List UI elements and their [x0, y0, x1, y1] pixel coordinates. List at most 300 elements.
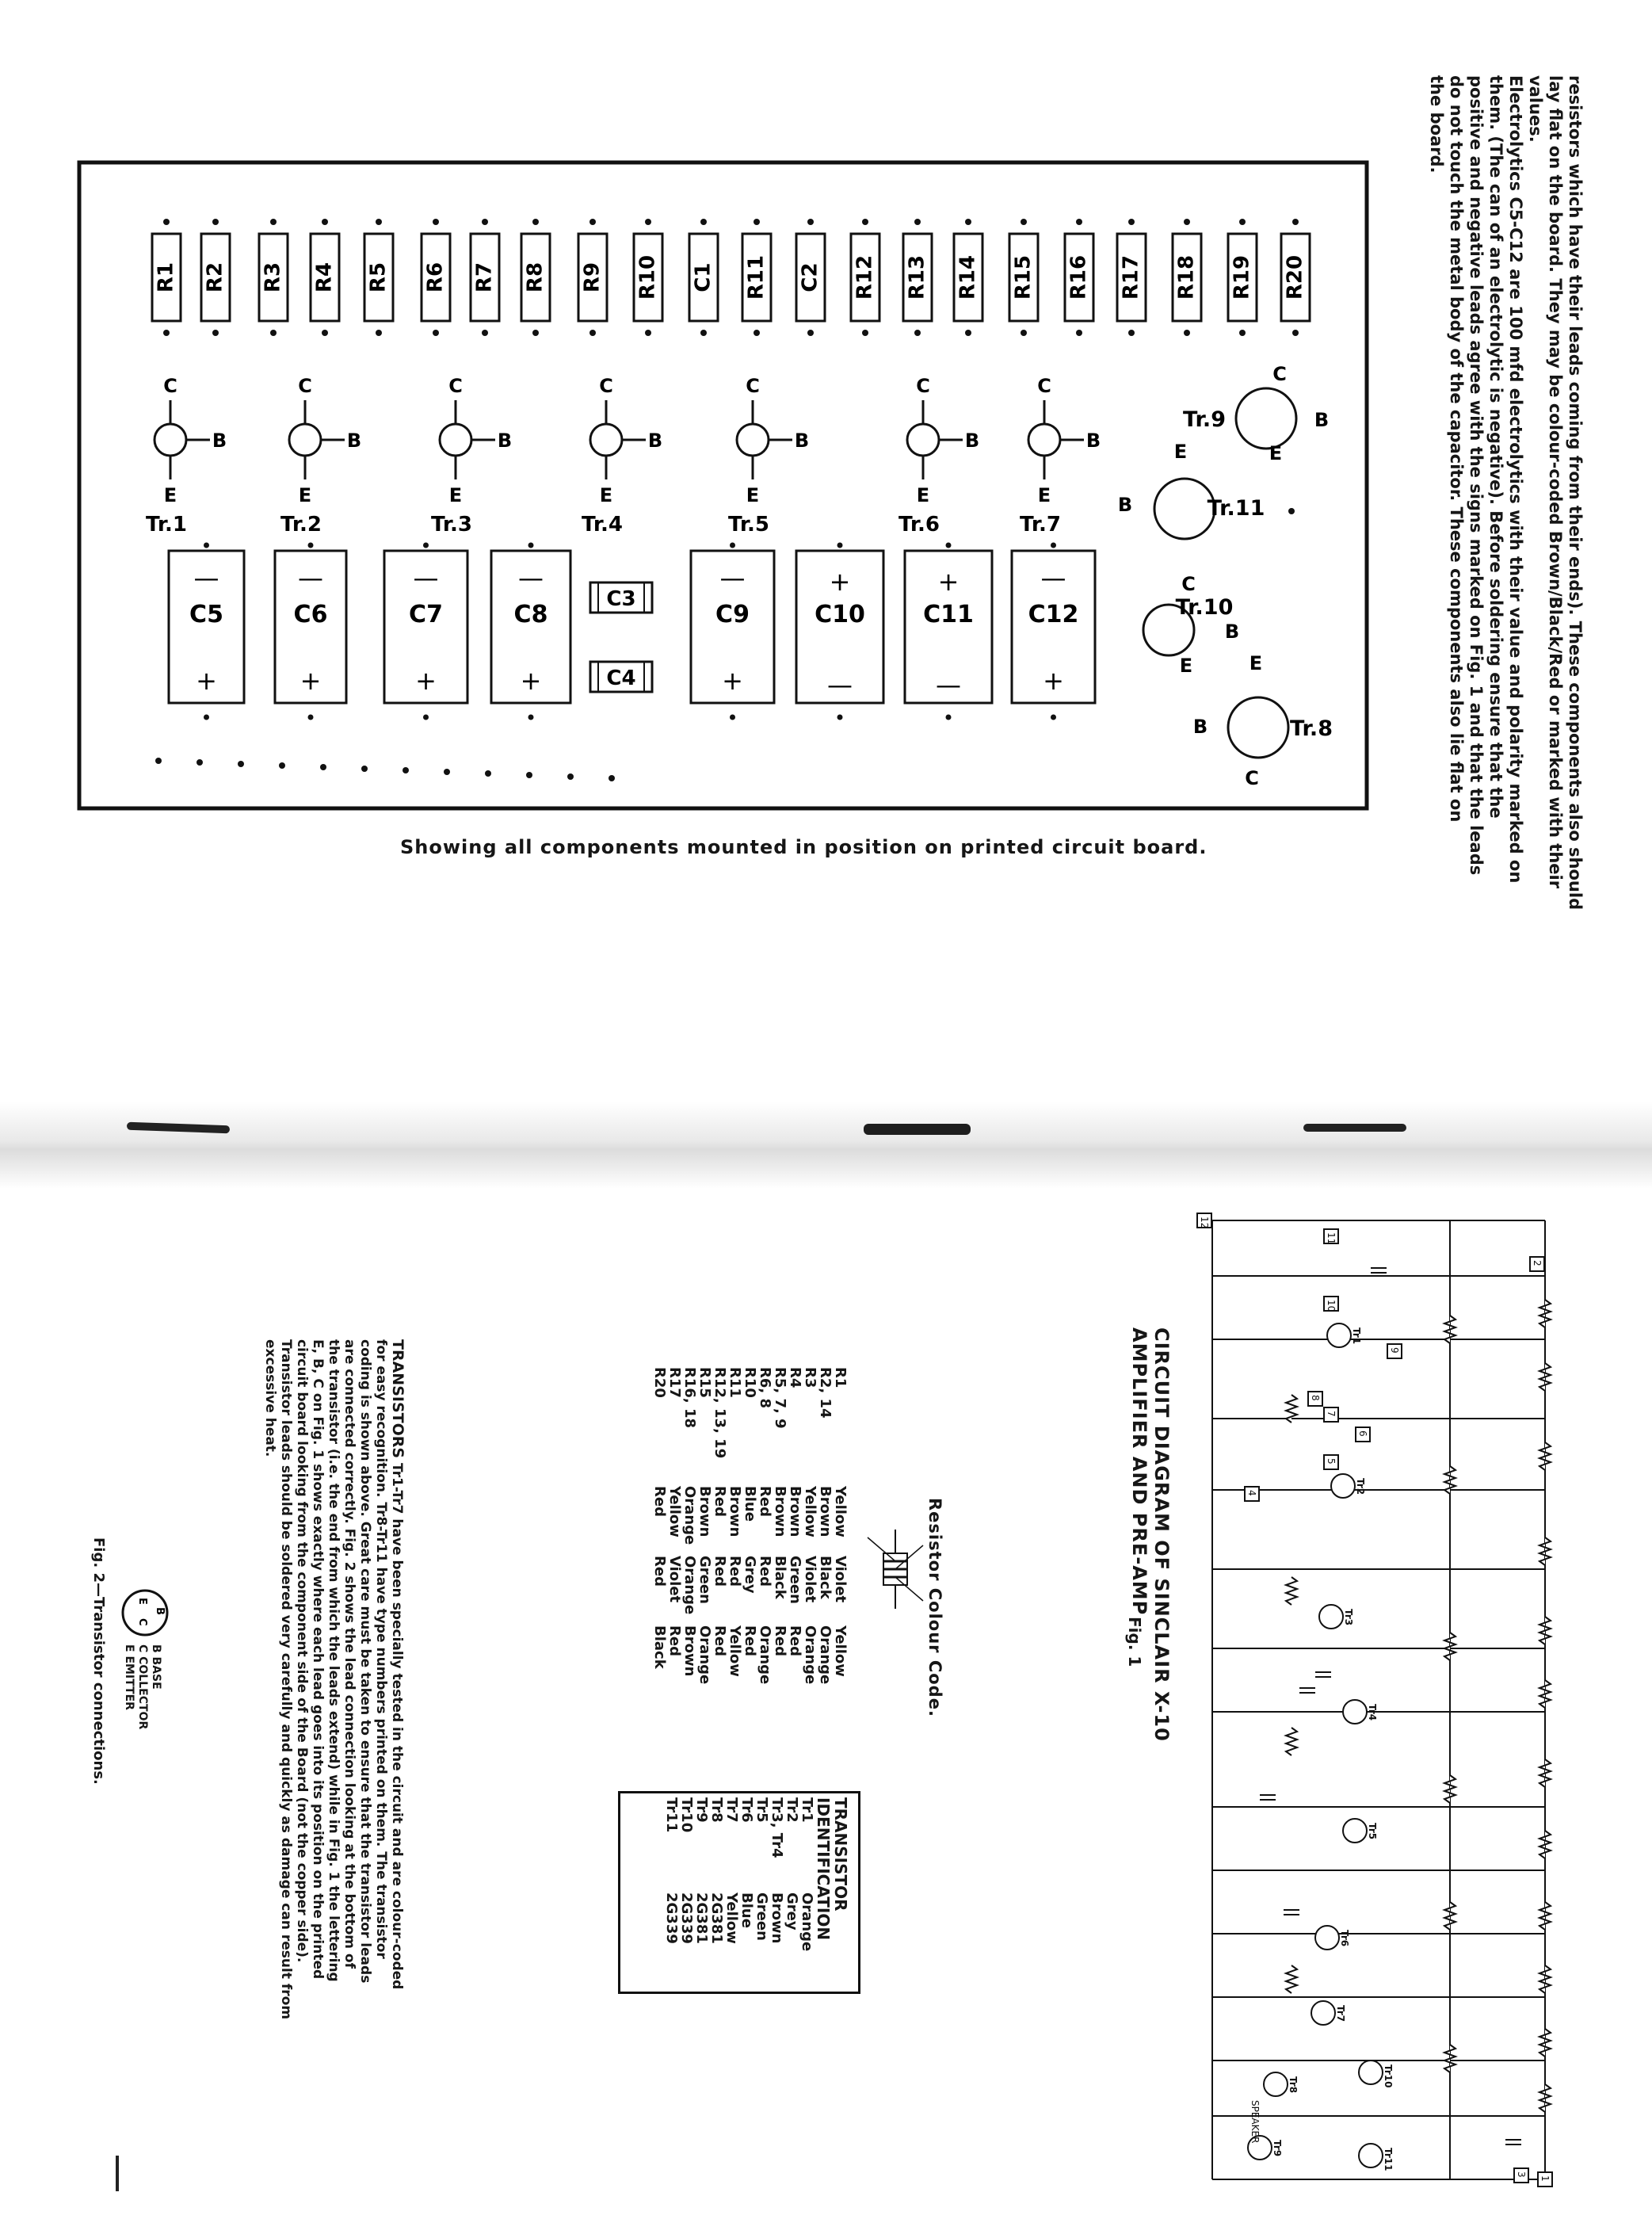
resistor-symbol [860, 1530, 931, 1609]
fig2-legend [122, 1644, 162, 1729]
colour-code-ref: R3 [802, 1367, 818, 1388]
svg-text:11: 11 [1326, 1232, 1337, 1245]
svg-text:—: — [1040, 563, 1066, 593]
colour-code-band: Grey [742, 1556, 758, 1594]
resistor-r19 [1228, 219, 1257, 336]
svg-text:R17: R17 [1119, 254, 1143, 300]
svg-text:B: B [1224, 621, 1240, 643]
colour-code-band: Brown [696, 1486, 713, 1537]
colour-code-band: Red [757, 1486, 773, 1517]
capacitor-c10 [796, 543, 883, 720]
top-text-line: lay flat on the board. They may be colour-coded Brown/Black/Red or marked with their [1546, 75, 1565, 889]
svg-text:Tr5: Tr5 [1367, 1823, 1378, 1840]
svg-text:E: E [163, 484, 177, 506]
resistor-r17 [1117, 219, 1146, 336]
top-text-line: values. [1526, 75, 1545, 143]
electrolytics-heading: Electrolytics C5-C12 [1506, 75, 1525, 263]
transistor-id-ref: Tr2 [784, 1797, 800, 1823]
svg-text:—: — [298, 563, 323, 593]
colour-code-band: Orange [802, 1625, 818, 1685]
transistor-id-row [709, 1797, 724, 1951]
svg-text:C7: C7 [409, 601, 443, 628]
colour-code-ref: R4 [787, 1367, 803, 1388]
svg-text:Tr.5: Tr.5 [728, 513, 769, 537]
colour-code-band: Orange [757, 1625, 773, 1685]
svg-text:Tr.2: Tr.2 [280, 513, 322, 537]
pad-dot [279, 762, 285, 769]
svg-text:E: E [298, 484, 312, 506]
svg-text:10: 10 [1326, 1300, 1337, 1312]
transistor-id-ref: Tr5 [754, 1797, 770, 1823]
pad-dot [567, 773, 574, 780]
capacitor-c7 [384, 543, 467, 720]
svg-text:+: + [196, 666, 217, 696]
colour-code-band: Red [651, 1556, 668, 1587]
svg-text:R3: R3 [261, 262, 285, 293]
svg-text:4: 4 [1246, 1490, 1257, 1496]
pad-dot [444, 769, 450, 775]
pad-dot [196, 759, 203, 766]
svg-text:—: — [413, 563, 439, 593]
svg-text:Tr.6: Tr.6 [898, 513, 940, 537]
transistors-text-line: for easy recognition. Tr8-Tr11 have type numbers printed on them. The transistor [373, 1339, 389, 1959]
svg-text:C: C [1181, 573, 1196, 595]
right-transistors [1118, 363, 1333, 789]
svg-text:C: C [298, 375, 312, 397]
fig2-legend-line: E EMITTER [123, 1644, 135, 1710]
colour-code-ref: R15 [696, 1367, 713, 1398]
svg-text:Tr.3: Tr.3 [431, 513, 472, 537]
transistor-id-ref: Tr1 [799, 1797, 815, 1823]
colour-code-band: Black [817, 1556, 834, 1599]
resistor-c1 [689, 219, 718, 336]
svg-text:+: + [829, 567, 851, 597]
svg-text:B: B [1192, 716, 1208, 738]
transistor-tr4 [582, 375, 662, 537]
transistor-id-title: TRANSISTOR [831, 1797, 850, 1912]
transistor-id-code: Grey [784, 1892, 800, 1931]
svg-text:—: — [518, 563, 544, 593]
svg-text:R13: R13 [905, 254, 929, 300]
pad-dot [526, 772, 532, 778]
transistors-text-line: circuit board looking from the component side of the Board (not the copper side). [294, 1339, 310, 1963]
svg-text:R2: R2 [203, 262, 227, 293]
colour-code-band: Orange [696, 1625, 713, 1685]
transistor-id-row [769, 1797, 784, 1951]
colour-code-band: Red [787, 1625, 803, 1656]
transistor-id-ref: Tr11 [663, 1797, 680, 1833]
transistor-id-row [679, 1797, 694, 1951]
resistor-r16 [1065, 219, 1093, 336]
svg-text:Tr6: Tr6 [1339, 1930, 1350, 1947]
colour-code-ref: R5, 7, 9 [772, 1367, 788, 1429]
colour-code-row [712, 1367, 727, 1695]
svg-text:1: 1 [1539, 2175, 1551, 2182]
svg-text:R12: R12 [853, 254, 877, 300]
transistor-tr9 [1183, 363, 1329, 464]
resistor-r9 [578, 219, 607, 336]
pad-dot [238, 761, 244, 767]
colour-code-band: Brown [772, 1486, 788, 1537]
colour-code-band: Orange [681, 1556, 698, 1615]
svg-text:Tr7: Tr7 [1335, 2005, 1346, 2022]
svg-text:B: B [647, 430, 663, 452]
svg-text:+: + [299, 666, 322, 696]
transistor-id-code: 2G381 [693, 1892, 710, 1944]
capacitor-c12 [1012, 543, 1095, 720]
colour-code-row [742, 1367, 757, 1695]
svg-text:C1: C1 [691, 262, 715, 292]
fig2-legend-line: C COLLECTOR [136, 1644, 149, 1730]
colour-code-band: Red [712, 1556, 728, 1587]
colour-code-band: Orange [681, 1486, 698, 1545]
svg-text:+: + [1043, 666, 1064, 696]
colour-code-band: Red [666, 1625, 683, 1656]
colour-code-band: Black [651, 1625, 668, 1669]
svg-text:8: 8 [1310, 1395, 1321, 1401]
svg-text:R11: R11 [744, 254, 769, 300]
colour-code-row [803, 1367, 818, 1695]
transistor-id-code: Orange [799, 1892, 815, 1952]
colour-code-band: Yellow [802, 1486, 818, 1537]
svg-text:Tr11: Tr11 [1383, 2148, 1394, 2171]
colour-code-row [652, 1367, 667, 1695]
colour-code-band: Brown [681, 1625, 698, 1677]
colour-code-row [727, 1367, 742, 1695]
top-text-line: positive and negative leads agree with the signs marked on Fig. 1 and that the leads [1467, 75, 1486, 876]
svg-text:E: E [1269, 442, 1283, 464]
svg-text:C: C [916, 375, 930, 397]
transistor-id-code: Blue [738, 1892, 755, 1928]
colour-code-band: Brown [727, 1486, 743, 1537]
colour-code-ref: R11 [727, 1367, 743, 1398]
colour-code-band: Black [772, 1556, 788, 1599]
transistor-id-code: Green [754, 1892, 770, 1941]
colour-code-row [818, 1367, 833, 1695]
svg-text:2: 2 [1532, 1260, 1543, 1266]
resistor-r4 [311, 219, 339, 336]
transistor-id-code: 2G339 [678, 1892, 695, 1944]
transistors-text-span: Tr1-Tr7 have been specially tested in the circuit and are colour-coded [389, 1458, 405, 1990]
fig2-transistor-pinout [117, 1585, 173, 1640]
resistor-r10 [634, 219, 662, 336]
transistor-tr2 [280, 375, 361, 537]
staple-mark [864, 1124, 971, 1135]
svg-text:Tr10: Tr10 [1383, 2064, 1394, 2088]
svg-text:E: E [1249, 652, 1263, 674]
svg-text:R14: R14 [956, 254, 980, 300]
transistors-text-line: the transistor (i.e. the end from which the leads extend) while in Fig. 1 the lettering [326, 1339, 341, 1982]
svg-text:C10: C10 [815, 601, 865, 628]
svg-text:6: 6 [1357, 1430, 1368, 1437]
svg-text:B: B [1117, 494, 1133, 516]
colour-code-row [697, 1367, 712, 1695]
fig1-label: Fig. 1 [1125, 1617, 1144, 1667]
pad-dot [403, 767, 409, 773]
svg-text:Tr.4: Tr.4 [582, 513, 623, 537]
transistor-tr8 [1193, 652, 1333, 789]
capacitor-c5 [169, 543, 244, 720]
colour-code-band: Blue [742, 1486, 758, 1522]
transistor-id-code: Brown [769, 1892, 785, 1944]
transistor-tr7 [1020, 375, 1101, 537]
svg-text:B: B [1085, 430, 1101, 452]
colour-code-band: Violet [666, 1556, 683, 1603]
svg-text:E: E [916, 484, 930, 506]
svg-text:5: 5 [1326, 1458, 1337, 1465]
svg-text:R8: R8 [523, 262, 547, 293]
svg-text:—: — [936, 670, 961, 700]
svg-text:Tr.11: Tr.11 [1207, 496, 1265, 521]
transistors-paragraph [262, 1339, 406, 2019]
top-text-line: them. (The can of an electrolytic is negative). Before soldering ensure that the [1486, 75, 1505, 819]
transistor-tr3 [431, 375, 512, 537]
colour-code-ref: R17 [666, 1367, 683, 1398]
colour-code-band: Orange [817, 1625, 834, 1685]
capacitor-c11 [905, 543, 992, 720]
svg-text:R1: R1 [154, 262, 178, 293]
circuit-diagram [1173, 1205, 1585, 2187]
transistor-id-ref: Tr9 [693, 1797, 710, 1823]
resistor-r7 [471, 219, 499, 336]
svg-text:C: C [448, 375, 463, 397]
svg-text:E: E [1179, 655, 1193, 677]
transistor-tr6 [898, 375, 979, 537]
svg-text:7: 7 [1326, 1411, 1337, 1417]
colour-code-ref: R2, 14 [817, 1367, 834, 1419]
circuit-title: CIRCUIT DIAGRAM OF SINCLAIR X-10 AMPLIFIER AND PRE-AMP [1128, 1327, 1173, 1742]
top-text-span: are 100 mfd electrolytics with their value and polarity marked on [1506, 262, 1525, 884]
transistor-id-table [664, 1797, 849, 1951]
top-text-line: do not touch the metal body of the capacitor. These components also lie flat on [1447, 75, 1466, 823]
colour-code-band: Red [712, 1486, 728, 1517]
svg-text:C4: C4 [606, 666, 636, 690]
svg-text:R20: R20 [1283, 254, 1307, 300]
resistor-r14 [954, 219, 982, 336]
resistor-r6 [422, 219, 450, 336]
colour-code-row [833, 1367, 848, 1695]
colour-code-row [757, 1367, 773, 1695]
svg-text:Tr.7: Tr.7 [1020, 513, 1061, 537]
resistor-r3 [259, 219, 288, 336]
bottom-pad-row [155, 758, 615, 781]
svg-text:Tr8: Tr8 [1288, 2076, 1299, 2094]
svg-text:E: E [599, 484, 613, 506]
svg-text:B: B [964, 430, 980, 452]
pad-dot [485, 770, 491, 777]
colour-code-band: Brown [787, 1486, 803, 1537]
circuit-schematic [1197, 1213, 1552, 2187]
transistor-id-row [694, 1797, 709, 1951]
colour-code-band: Yellow [727, 1625, 743, 1677]
transistor-id-title: IDENTIFICATION [814, 1797, 833, 1941]
svg-text:B: B [1314, 409, 1330, 431]
resistor-r5 [364, 219, 393, 336]
margin-mark [116, 2156, 119, 2191]
svg-text:C12: C12 [1028, 601, 1079, 628]
svg-text:—: — [193, 563, 219, 593]
transistor-id-code: Yellow [723, 1892, 740, 1944]
svg-text:+: + [722, 666, 743, 696]
svg-text:—: — [827, 670, 853, 700]
transistors-text-line: coding is shown above. Great care must be taken to ensure that the transistor leads [357, 1339, 373, 1984]
transistor-tr1 [146, 375, 227, 537]
colour-code-ref: R1 [832, 1367, 849, 1388]
colour-code-table [652, 1367, 848, 1695]
svg-text:R18: R18 [1174, 254, 1199, 300]
resistor-r18 [1173, 219, 1201, 336]
svg-text:SPEAKER: SPEAKER [1249, 2100, 1261, 2144]
svg-text:C: C [1245, 767, 1259, 789]
colour-code-band: Red [742, 1625, 758, 1656]
svg-text:+: + [415, 666, 437, 696]
transistor-id-row [739, 1797, 754, 1951]
svg-text:C: C [163, 375, 177, 397]
colour-code-ref: R20 [651, 1367, 668, 1398]
svg-text:Tr1: Tr1 [1351, 1327, 1362, 1345]
svg-text:9: 9 [1389, 1347, 1400, 1354]
transistor-id-ref: Tr7 [723, 1797, 740, 1823]
svg-text:Tr.9: Tr.9 [1183, 407, 1226, 432]
colour-code-title: Resistor Colour Code. [925, 1498, 944, 1717]
resistor-c2 [796, 219, 825, 336]
capacitor-c6 [275, 543, 346, 720]
svg-text:R4: R4 [312, 262, 337, 293]
resistor-r1 [152, 219, 181, 336]
transistor-id-ref: Tr6 [738, 1797, 755, 1823]
colour-code-band: Yellow [666, 1486, 683, 1537]
transistor-id-row [724, 1797, 739, 1951]
colour-code-ref: R12, 13, 19 [712, 1367, 728, 1459]
svg-text:C: C [1272, 363, 1287, 385]
capacitor-c9 [691, 543, 774, 720]
colour-code-band: Violet [802, 1556, 818, 1603]
colour-code-band: Red [772, 1625, 788, 1656]
top-text-line: the board. [1427, 75, 1446, 174]
transistor-tr11 [1118, 441, 1265, 539]
transistors-text-line: are connected correctly. Fig. 2 shows the lead connection looking at the bottom of [341, 1339, 357, 1969]
resistor-r15 [1009, 219, 1038, 336]
svg-text:C: C [746, 375, 760, 397]
svg-text:C9: C9 [715, 601, 750, 628]
transistors-text-line: Transistor leads should be soldered very carefully and quickly as damage can result from [278, 1339, 294, 2020]
resistor-r8 [521, 219, 550, 336]
capacitor-c4 [590, 662, 652, 692]
svg-text:E: E [1037, 484, 1051, 506]
svg-text:R9: R9 [580, 262, 605, 293]
svg-text:3: 3 [1516, 2171, 1527, 2178]
svg-text:E: E [746, 484, 760, 506]
svg-text:C3: C3 [606, 587, 636, 611]
svg-text:C: C [136, 1618, 148, 1626]
colour-code-band: Red [712, 1625, 728, 1656]
colour-code-row [667, 1367, 682, 1695]
svg-text:R5: R5 [366, 262, 391, 293]
colour-code-band: Red [727, 1556, 743, 1587]
pad-dot [609, 775, 615, 781]
colour-code-band: Yellow [832, 1625, 849, 1677]
colour-code-band: Violet [832, 1556, 849, 1603]
resistor-r11 [742, 219, 771, 336]
svg-text:Tr9: Tr9 [1272, 2140, 1283, 2157]
svg-text:Tr.1: Tr.1 [146, 513, 187, 537]
transistor-row [146, 375, 1101, 537]
transistor-tr5 [728, 375, 809, 537]
svg-text:C8: C8 [513, 601, 548, 628]
fig2-caption: Fig. 2—Transistor connections. [90, 1537, 107, 1785]
svg-text:B: B [794, 430, 810, 452]
svg-text:C11: C11 [923, 601, 974, 628]
svg-text:B: B [346, 430, 362, 452]
pcb-caption: Showing all components mounted in position on printed circuit board. [400, 836, 1208, 858]
transistor-id-row [664, 1797, 679, 1951]
colour-code-band: Green [696, 1556, 713, 1604]
colour-code-row [773, 1367, 788, 1695]
svg-text:E: E [1173, 441, 1188, 463]
svg-text:Tr.10: Tr.10 [1175, 595, 1234, 620]
svg-text:E: E [136, 1598, 148, 1605]
resistor-r13 [903, 219, 932, 336]
fig2-legend-line: B BASE [150, 1644, 162, 1690]
svg-text:Tr2: Tr2 [1355, 1478, 1366, 1495]
transistors-text-line: E, B, C on Fig. 1 shows exactly where each lead goes into its position on the printed [310, 1339, 326, 1980]
svg-text:R6: R6 [423, 262, 448, 293]
colour-code-band: Yellow [832, 1486, 849, 1537]
svg-text:C5: C5 [189, 601, 223, 628]
svg-text:R16: R16 [1066, 254, 1091, 300]
transistor-id-row [799, 1797, 815, 1951]
svg-text:Tr.8: Tr.8 [1290, 716, 1333, 741]
resistor-r20 [1281, 219, 1310, 336]
capacitor-c8 [491, 543, 570, 720]
resistor-row [152, 219, 1310, 336]
colour-code-band: Red [757, 1556, 773, 1587]
colour-code-ref: R10 [742, 1367, 758, 1398]
svg-text:Tr4: Tr4 [1367, 1704, 1378, 1721]
transistors-heading: TRANSISTORS [389, 1339, 406, 1459]
svg-text:R15: R15 [1011, 254, 1036, 300]
transistor-id-ref: Tr10 [678, 1797, 695, 1833]
svg-text:R10: R10 [635, 254, 660, 300]
transistor-id-code: 2G339 [663, 1892, 680, 1944]
colour-code-band: Green [787, 1556, 803, 1604]
page-fold [0, 1102, 1652, 1189]
svg-text:+: + [937, 567, 960, 597]
pad-dot [320, 764, 326, 770]
svg-text:Tr3: Tr3 [1343, 1609, 1354, 1626]
colour-code-ref: R16, 18 [681, 1367, 698, 1429]
svg-text:12: 12 [1199, 1216, 1210, 1229]
svg-text:C: C [1037, 375, 1051, 397]
svg-text:C6: C6 [293, 601, 328, 628]
top-text-line: resistors which have their leads coming from their ends). These components also should [1566, 75, 1585, 911]
transistor-id-code: 2G381 [708, 1892, 725, 1944]
resistor-r12 [851, 219, 879, 336]
colour-code-band: Brown [817, 1486, 834, 1537]
capacitor-row [169, 543, 1095, 720]
transistor-id-row [754, 1797, 769, 1951]
svg-text:E: E [448, 484, 463, 506]
pad-dot [361, 766, 368, 772]
colour-code-row [682, 1367, 697, 1695]
svg-text:B: B [212, 430, 227, 452]
svg-text:C2: C2 [798, 262, 822, 292]
colour-code-ref: R6, 8 [757, 1367, 773, 1409]
svg-text:B: B [154, 1607, 166, 1615]
svg-text:—: — [719, 563, 746, 593]
svg-text:C: C [599, 375, 613, 397]
resistor-r2 [201, 219, 230, 336]
